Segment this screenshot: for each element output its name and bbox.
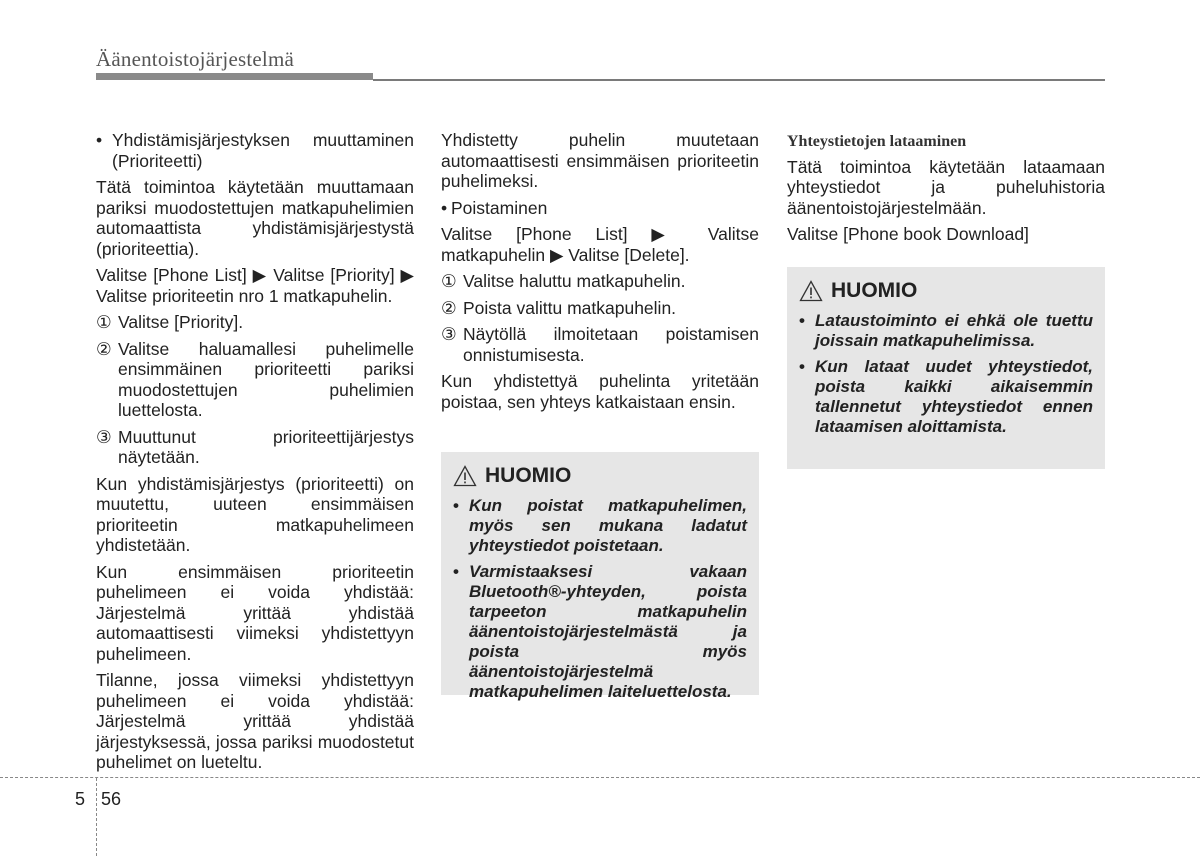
step-item <box>441 271 759 292</box>
chapter-number: 5 <box>75 789 86 809</box>
paragraph: Yhdistetty puhelin muutetaan automaattisesti ensimmäisen prioriteetin puhelimeksi. <box>441 130 759 191</box>
footer-dashed-rule <box>0 777 1200 778</box>
step-marker: ① <box>441 271 457 291</box>
bullet-marker: • <box>799 357 805 376</box>
paragraph: Valitse [Phone List] ▶ Valitse matkapuhelin ▶ Valitse [Delete]. <box>441 224 759 265</box>
paragraph: Kun yhdistettyä puhelinta yritetään poistaa, sen yhteys katkaistaan ensin. <box>441 371 759 412</box>
caution-text: Varmistaaksesi vakaan Bluetooth®-yhteyden, poista tarpeeton matkapuhelin äänentoistojärjestelmästä ja poista myös äänentoistojärjestelmä matkapuhelimen laiteluettelosta. <box>469 562 747 701</box>
caution-text: Kun poistat matkapuhelimen, myös sen mukana ladatut yhteystiedot poistetaan. <box>469 496 747 555</box>
bullet-marker: • <box>441 197 448 218</box>
column-left <box>96 130 414 779</box>
paragraph: Tilanne, jossa viimeksi yhdistettyyn puhelimeen ei voida yhdistää: Järjestelmä yrittää yhdistää järjestyksessä, jossa pariksi muodostetut puhelimet on lueteltu. <box>96 670 414 772</box>
footer-dashed-divider <box>96 778 97 856</box>
caution-text: Kun lataat uudet yhteystiedot, poista kaikki aikaisemmin tallennetut yhteystiedot ennen lataamisen aloittamista. <box>815 357 1093 436</box>
paragraph: Kun ensimmäisen prioriteetin puhelimeen ei voida yhdistää: Järjestelmä yrittää yhdistää automaattisesti viimeksi yhdistettyyn puhelimeen. <box>96 561 414 664</box>
bullet-item <box>441 198 759 219</box>
step-text: Valitse haluttu matkapuhelin. <box>463 271 686 291</box>
caution-item <box>453 562 747 702</box>
caution-header <box>453 464 747 488</box>
section-heading: Yhteystietojen lataaminen <box>787 133 967 150</box>
caution-box <box>441 452 759 701</box>
paragraph: Tätä toimintoa käytetään muuttamaan pariksi muodostettujen matkapuhelimien automaattista yhdistämisjärjestystä (prioriteettia). <box>96 177 414 259</box>
bullet-marker: • <box>453 496 459 515</box>
step-item <box>441 324 759 365</box>
step-text: Valitse [Priority]. <box>118 312 244 332</box>
paragraph: Tätä toimintoa käytetään lataamaan yhteystiedot ja puheluhistoria äänentoistojärjestelmään. <box>787 156 1105 218</box>
column-right <box>787 132 1105 251</box>
header-rule-thick <box>96 73 373 80</box>
step-marker: ① <box>96 312 112 332</box>
bullet-text: Yhdistämisjärjestyksen muuttaminen (Prioriteetti) <box>112 130 414 171</box>
bullet-marker: • <box>453 562 459 581</box>
step-marker: ② <box>96 338 112 359</box>
step-marker: ③ <box>441 324 457 344</box>
step-text: Valitse haluamallesi puhelimelle ensimmäinen prioriteetti pariksi muodostettujen puhelimien luettelosta. <box>118 338 414 420</box>
step-marker: ③ <box>96 426 112 447</box>
bullet-text: Poistaminen <box>451 197 548 218</box>
page-header-title: Äänentoistojärjestelmä <box>96 47 295 71</box>
paragraph: Valitse [Phone book Download] <box>787 224 1029 244</box>
header-rule-thin <box>373 79 1105 81</box>
step-text: Näytöllä ilmoitetaan poistamisen onnistumisesta. <box>463 324 759 365</box>
step-text: Muuttunut prioriteettijärjestys näytetään. <box>118 426 414 467</box>
step-item <box>441 298 759 319</box>
warning-triangle-icon <box>799 280 823 302</box>
bullet-item <box>96 130 414 171</box>
bullet-marker: • <box>799 311 805 330</box>
caution-title: HUOMIO <box>831 279 918 302</box>
paragraph: Valitse [Phone List] ▶ Valitse [Priority] ▶ Valitse prioriteetin nro 1 matkapuhelin. <box>96 265 414 306</box>
caution-item <box>799 357 1093 437</box>
bullet-marker: • <box>96 130 103 150</box>
warning-triangle-icon <box>453 465 477 487</box>
caution-item <box>799 311 1093 351</box>
caution-box <box>787 267 1105 469</box>
caution-text: Lataustoiminto ei ehkä ole tuettu joissain matkapuhelimissa. <box>815 311 1093 350</box>
column-middle <box>441 130 759 418</box>
step-text: Poista valittu matkapuhelin. <box>463 297 677 318</box>
caution-header <box>799 279 1093 303</box>
paragraph: Kun yhdistämisjärjestys (prioriteetti) on muutettu, uuteen ensimmäisen prioriteetin matkapuhelimeen yhdistetään. <box>96 473 414 555</box>
caution-title: HUOMIO <box>485 464 572 487</box>
page-number: 56 <box>101 789 122 809</box>
caution-item <box>453 496 747 556</box>
step-item <box>96 312 414 333</box>
step-item <box>96 427 414 468</box>
step-item <box>96 339 414 421</box>
step-marker: ② <box>441 297 457 318</box>
